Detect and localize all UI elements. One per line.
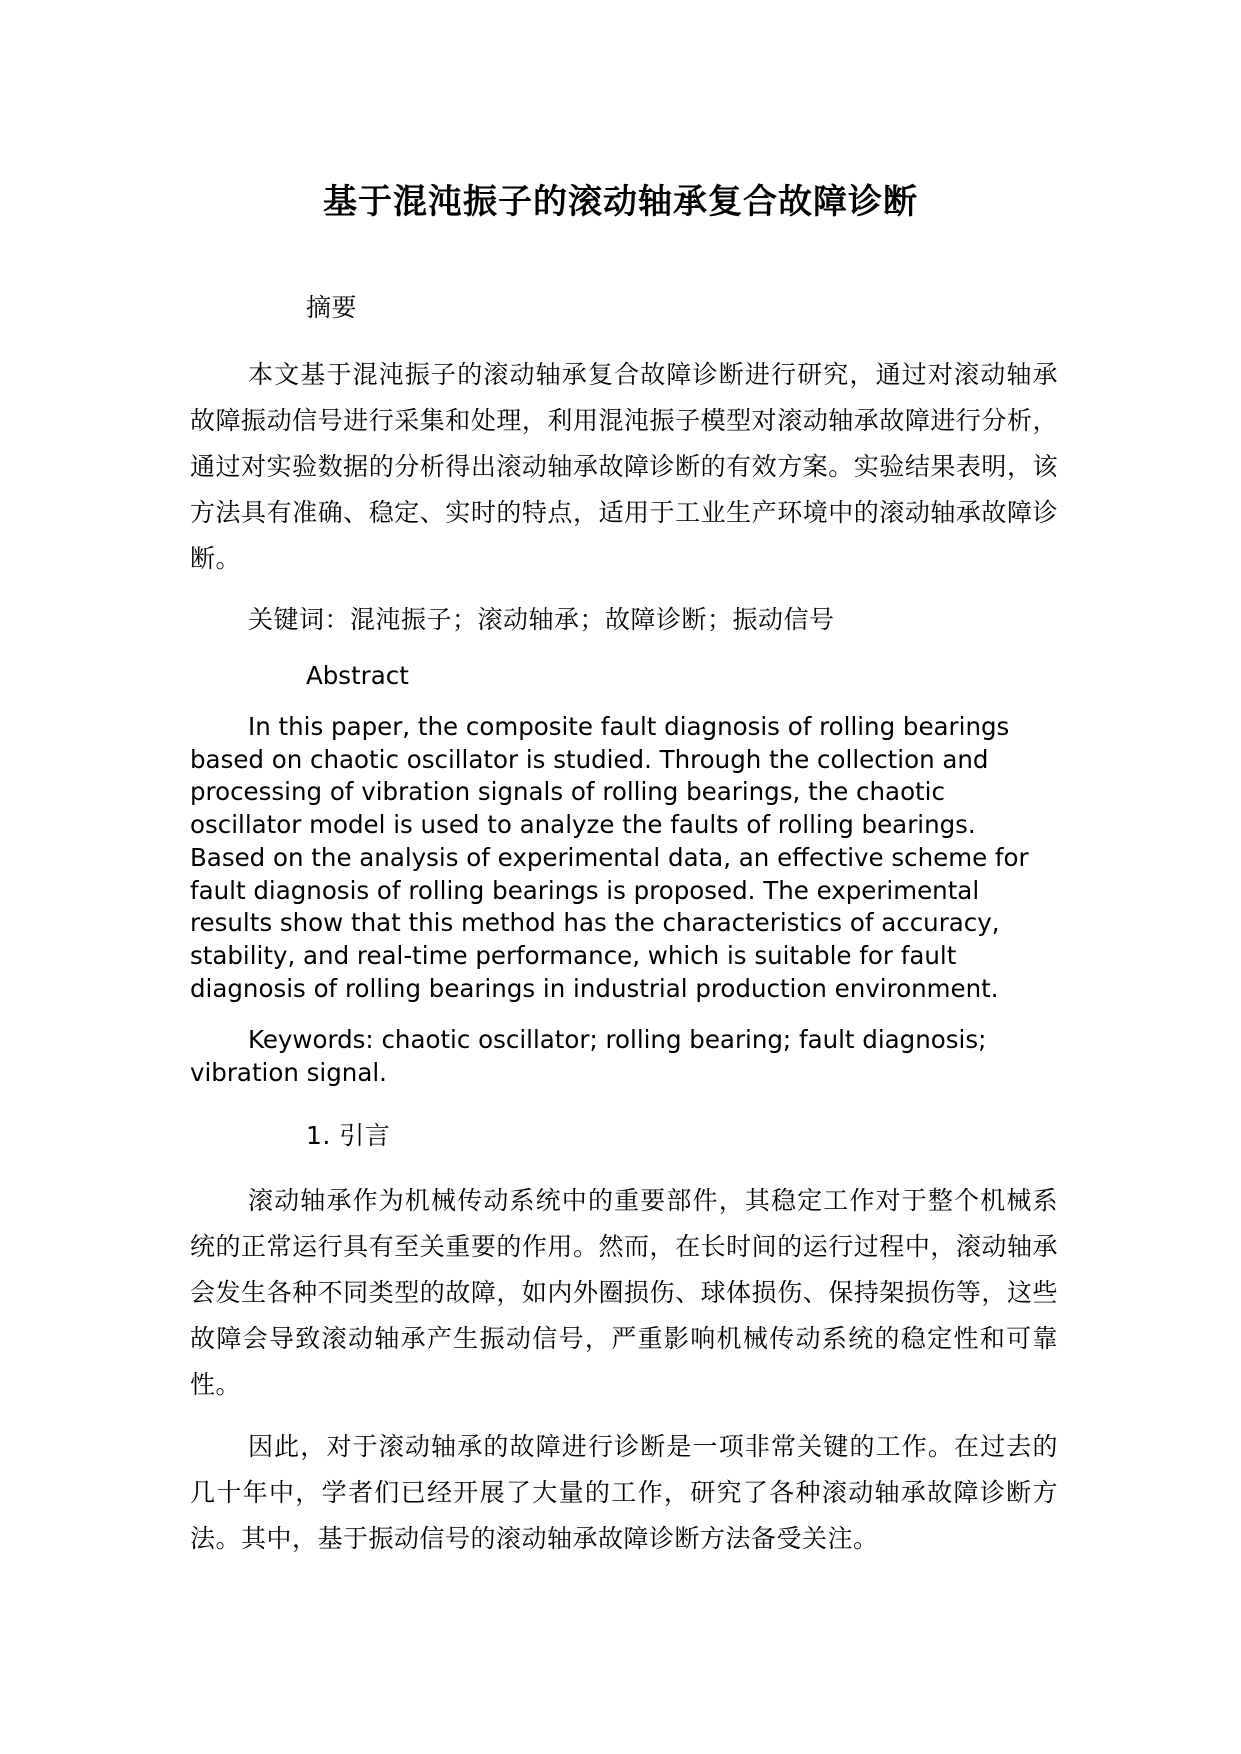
keywords-cn: 关键词：混沌振子；滚动轴承；故障诊断；振动信号 (248, 605, 835, 634)
abstract-paragraph-en: In this paper, the composite fault diagnosis of rolling bearings based on chaotic oscillator is studied. Through the collection and processing of vibration signals of rolling bearings, the chaotic oscillator model is used to analyze the faults of rolling bearings. Based on the analysis of experimental data, an effective scheme for fault diagnosis of rolling bearings is proposed. The experimental results show that this method has the characteristics of accuracy, stability, and real-time performance, which is suitable for fault diagnosis of rolling bearings in industrial production environment. (190, 712, 1029, 1003)
section-1-paragraph-2: 因此，对于滚动轴承的故障进行诊断是一项非常关键的工作。在过去的几十年中，学者们已经开展了大量的工作，研究了各种滚动轴承故障诊断方法。其中，基于振动信号的滚动轴承故障诊断方法备受关注。 (190, 1432, 1058, 1553)
keywords-en: Keywords: chaotic oscillator; rolling bearing; fault diagnosis; vibration signal. (190, 1025, 987, 1087)
document-title: 基于混沌振子的滚动轴承复合故障诊断 (323, 182, 918, 222)
abstract-heading-en: Abstract (306, 661, 409, 690)
abstract-heading-cn: 摘要 (306, 293, 358, 322)
section-1-heading: 1. 引言 (306, 1121, 391, 1150)
section-1-paragraph-1: 滚动轴承作为机械传动系统中的重要部件，其稳定工作对于整个机械系统的正常运行具有至关重要的作用。然而，在长时间的运行过程中，滚动轴承会发生各种不同类型的故障，如内外圈损伤、球体损伤、保持架损伤等，这些故障会导致滚动轴承产生振动信号，严重影响机械传动系统的稳定性和可靠性。 (190, 1186, 1058, 1399)
abstract-paragraph-cn: 本文基于混沌振子的滚动轴承复合故障诊断进行研究，通过对滚动轴承故障振动信号进行采集和处理，利用混沌振子模型对滚动轴承故障进行分析，通过对实验数据的分析得出滚动轴承故障诊断的有效方案。实验结果表明，该方法具有准确、稳定、实时的特点，适用于工业生产环境中的滚动轴承故障诊断。 (190, 360, 1058, 573)
